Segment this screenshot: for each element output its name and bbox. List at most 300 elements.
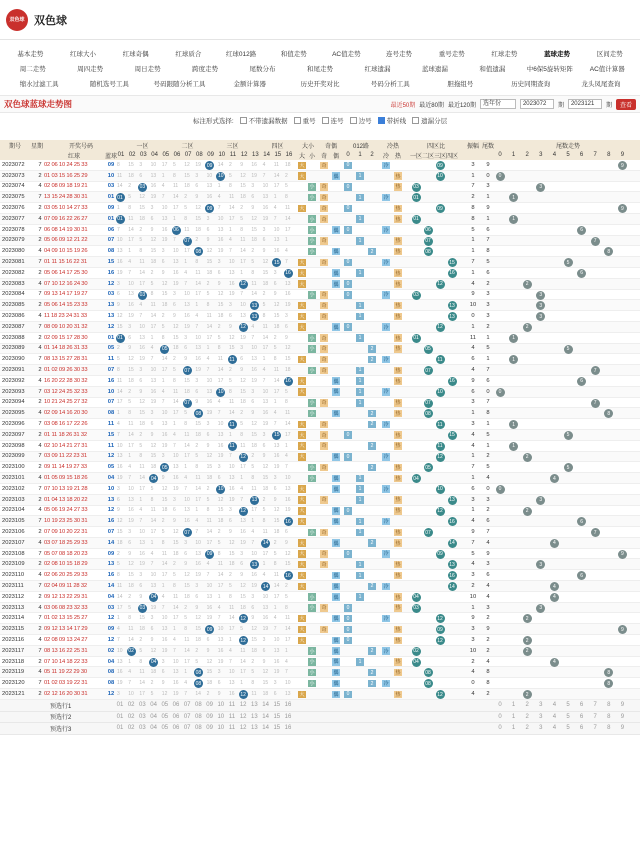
blue-ball-value: 01: [107, 194, 115, 201]
table-row: [0, 182, 640, 193]
parity-tag: 奇: [321, 605, 327, 612]
miss-value: 8: [117, 367, 120, 374]
parity-tag: 偶: [333, 637, 339, 644]
nav-item[interactable]: 和值走势: [280, 51, 307, 58]
preselect-tail[interactable]: 7: [593, 713, 597, 720]
miss-value: 16: [217, 647, 224, 654]
preselect-num[interactable]: 03: [139, 725, 146, 732]
preselect-num[interactable]: 08: [195, 713, 202, 720]
checkbox[interactable]: [240, 117, 247, 124]
red-balls: 05 07 08 18 20 23: [44, 550, 88, 557]
parity-tag: 偶: [333, 486, 339, 493]
mark-option[interactable]: [294, 116, 316, 125]
parity-tag: 奇: [321, 195, 327, 202]
miss-value: 16: [195, 561, 201, 568]
tail-marker: 4: [550, 474, 559, 483]
recent-120-link[interactable]: 最近120期: [447, 102, 476, 109]
nav-item[interactable]: 尾数分布: [249, 66, 276, 73]
red-balls: 08 09 10 20 31 32: [44, 323, 88, 330]
red-balls: 07 09 10 20 22 31: [44, 528, 88, 535]
preselect-num[interactable]: 16: [284, 713, 292, 720]
miss-value: 14: [195, 485, 201, 492]
miss-value: 6: [217, 269, 221, 276]
preselect-num[interactable]: 06: [172, 725, 180, 732]
preselect-tail[interactable]: 3: [539, 702, 543, 709]
preselect-num[interactable]: 13: [251, 725, 258, 732]
nav-item[interactable]: 区间走势: [596, 51, 623, 58]
amplitude: 5: [471, 550, 475, 557]
miss-value: 15: [285, 561, 291, 568]
size-tag: 大: [299, 270, 305, 277]
mod-header: 1: [358, 152, 362, 158]
nav-item[interactable]: 历史同期查询: [511, 81, 551, 88]
weekday: 7: [38, 259, 42, 266]
amplitude: 8: [471, 215, 475, 222]
nav-item[interactable]: 蓝球走势: [544, 51, 571, 58]
preselect-tail[interactable]: 6: [579, 713, 584, 720]
nav-item[interactable]: 和尾走势: [306, 66, 333, 73]
weekday: 4: [38, 669, 42, 676]
preselect-num[interactable]: 11: [228, 725, 236, 732]
miss-value: 17: [184, 248, 190, 255]
year-select[interactable]: 选年份: [480, 99, 516, 109]
miss-value: 4: [150, 345, 154, 352]
miss-value: 1: [229, 431, 232, 438]
blue-ball-value: 08: [107, 410, 115, 417]
heat-tag: 热: [395, 594, 401, 601]
preselect-num[interactable]: 08: [195, 702, 202, 709]
miss-value: 11: [128, 421, 134, 428]
heat-tag: 冷: [383, 162, 389, 169]
preselect-num[interactable]: 12: [239, 702, 247, 709]
to-issue-input[interactable]: 2023121: [568, 99, 602, 109]
miss-value: 10: [240, 302, 246, 309]
miss-value: 12: [195, 205, 201, 212]
preselect-num[interactable]: 14: [262, 713, 269, 720]
preselect-tail[interactable]: 9: [620, 713, 625, 720]
red-balls: 07 09 16 22 26 27: [44, 215, 88, 222]
preselect-num[interactable]: 03: [139, 702, 146, 709]
preselect-num[interactable]: 02: [127, 713, 135, 720]
nav-item[interactable]: 历史开奖对比: [300, 81, 340, 88]
blue-ball-marker: 01: [117, 216, 123, 223]
tail-value: 2: [486, 647, 490, 654]
preselect-row[interactable]: [0, 712, 640, 724]
blue-ball-value: 11: [107, 356, 115, 363]
preselect-num[interactable]: 10: [217, 702, 225, 709]
nav-item[interactable]: 连号走势: [386, 51, 413, 58]
checkbox[interactable]: [378, 117, 385, 124]
miss-value: 16: [173, 269, 179, 276]
miss-value: 10: [195, 539, 201, 546]
preselect-num[interactable]: 01: [116, 702, 124, 709]
preselect-num[interactable]: 06: [172, 702, 180, 709]
preselect-tail[interactable]: 2: [525, 702, 529, 709]
tail-marker: 3: [536, 301, 545, 310]
mark-option-label: 连号: [330, 117, 344, 125]
preselect-num[interactable]: 10: [217, 713, 225, 720]
blue-ball-marker: 07: [184, 400, 190, 407]
weekday: 4: [38, 280, 42, 287]
checkbox[interactable]: [350, 117, 357, 124]
nav-item[interactable]: 基本走势: [17, 51, 44, 58]
parity-tag: 奇: [321, 497, 327, 504]
miss-value: 9: [128, 345, 131, 352]
miss-value: 8: [206, 302, 210, 309]
preselect-num[interactable]: 07: [183, 725, 191, 732]
preselect-tail[interactable]: 8: [607, 702, 611, 709]
nav-item[interactable]: 蓝球遗漏: [421, 66, 448, 73]
preselect-tail[interactable]: 7: [593, 702, 597, 709]
preselect-num[interactable]: 09: [206, 702, 213, 709]
mark-option[interactable]: [412, 116, 447, 125]
tail-marker: 2: [523, 323, 532, 332]
tail-marker: 2: [523, 614, 532, 623]
preselect-tail[interactable]: 5: [566, 713, 570, 720]
miss-value: 6: [139, 582, 143, 589]
zone-marker: 11: [437, 421, 443, 428]
miss-value: 1: [285, 647, 288, 654]
preselect-tail[interactable]: 4: [552, 702, 557, 709]
mark-option[interactable]: [240, 116, 288, 125]
miss-value: 17: [240, 669, 246, 676]
miss-value: 10: [117, 647, 123, 654]
preselect-num[interactable]: 07: [183, 713, 191, 720]
red-balls: 02 09 15 17 28 30: [44, 334, 88, 341]
nav-item[interactable]: 号码分析工具: [370, 81, 410, 88]
preselect-num[interactable]: 14: [262, 702, 269, 709]
miss-value: 1: [173, 215, 176, 222]
miss-value: 1: [128, 248, 131, 255]
preselect-num[interactable]: 07: [183, 702, 191, 709]
zone-header: 二区: [422, 153, 435, 160]
miss-value: 8: [161, 539, 165, 546]
preselect-num[interactable]: 05: [161, 713, 169, 720]
mod-tag: 1: [356, 572, 364, 580]
zone-marker: 09: [437, 162, 443, 169]
checkbox[interactable]: [322, 117, 329, 124]
size-tag: 大: [299, 357, 305, 364]
miss-value: 14: [117, 388, 123, 395]
miss-value: 7: [262, 377, 266, 384]
miss-value: 13: [229, 269, 235, 276]
miss-value: 16: [117, 669, 123, 676]
miss-value: 11: [184, 636, 190, 643]
preselect-num[interactable]: 01: [116, 725, 124, 732]
parity-header: 奇: [320, 153, 327, 160]
nav-item[interactable]: 号码跟随分析工具: [153, 81, 206, 88]
miss-value: 10: [251, 550, 257, 557]
blue-ball-value: 12: [107, 280, 115, 287]
checkbox[interactable]: [294, 117, 301, 124]
preselect-num[interactable]: 12: [239, 725, 247, 732]
nav-item[interactable]: 红球质合: [175, 51, 202, 58]
miss-value: 1: [251, 518, 255, 525]
size-tag: 小: [309, 648, 315, 655]
mark-option[interactable]: [350, 116, 372, 125]
zone-marker: 13: [449, 302, 455, 309]
col-zone2-header: 二区: [181, 143, 194, 150]
preselect-tail[interactable]: 4: [552, 725, 557, 732]
miss-value: 7: [217, 205, 221, 212]
nav-item[interactable]: 和值遗漏: [479, 66, 506, 73]
preselect-num[interactable]: 02: [127, 725, 135, 732]
miss-value: 1: [161, 377, 165, 384]
red-balls: 16 20 22 28 30 32: [44, 377, 88, 384]
miss-value: 14: [173, 399, 179, 406]
preselect-num[interactable]: 08: [195, 725, 202, 732]
miss-value: 12: [150, 647, 157, 654]
tail-value: 2: [486, 636, 490, 643]
preselect-tail[interactable]: 0: [498, 713, 502, 720]
tail-marker: 2: [523, 453, 532, 462]
miss-value: 5: [273, 345, 277, 352]
blue-ball-value: 08: [107, 669, 115, 676]
miss-value: 6: [240, 356, 243, 363]
from-issue-input[interactable]: 2023072: [520, 99, 554, 109]
miss-value: 13: [273, 647, 280, 654]
preselect-num[interactable]: 16: [284, 702, 292, 709]
preselect-row[interactable]: [0, 700, 640, 712]
preselect-tail[interactable]: 0: [498, 702, 502, 709]
size-tag: 大: [299, 421, 305, 428]
miss-value: 16: [128, 507, 134, 514]
miss-value: 7: [150, 561, 154, 568]
nav-item[interactable]: 红球大小: [70, 51, 96, 58]
preselect-num[interactable]: 01: [116, 713, 124, 720]
preselect-tail[interactable]: 8: [607, 713, 611, 720]
preselect-tail[interactable]: 3: [539, 725, 543, 732]
weekday: 2: [38, 496, 42, 503]
miss-value: 4: [285, 248, 288, 255]
checkbox[interactable]: [412, 117, 419, 124]
nav-item[interactable]: 龙头凤尾查询: [581, 81, 621, 88]
size-tag: 小: [309, 367, 315, 374]
nav-item[interactable]: 缩水过滤工具: [19, 81, 59, 88]
preselect-tail[interactable]: 8: [607, 725, 611, 732]
preselect-tail[interactable]: 4: [552, 713, 557, 720]
nav-item[interactable]: 红球奇偶: [122, 51, 149, 58]
preselect-tail[interactable]: 5: [566, 702, 570, 709]
miss-value: 14: [240, 248, 246, 255]
preselect-num[interactable]: 10: [217, 725, 225, 732]
miss-value: 6: [262, 237, 266, 244]
miss-value: 13: [285, 690, 291, 697]
zone-marker: 13: [449, 497, 455, 504]
tail-marker: 5: [564, 345, 573, 354]
nav-item[interactable]: 周二走势: [19, 66, 46, 73]
blue-ball-value: 10: [107, 172, 115, 179]
preselect-num[interactable]: 13: [251, 702, 258, 709]
parity-tag: 偶: [333, 173, 339, 180]
miss-value: 1: [128, 453, 131, 460]
nav-item[interactable]: 周日走势: [134, 66, 161, 73]
preselect-tail[interactable]: 3: [539, 713, 543, 720]
nav-item[interactable]: 周四走势: [77, 66, 104, 73]
preselect-num[interactable]: 04: [150, 725, 157, 732]
blue-ball-marker: 08: [195, 248, 202, 255]
miss-value: 1: [229, 226, 232, 233]
preselect-num[interactable]: 04: [150, 713, 157, 720]
weekday: 7: [38, 680, 42, 687]
miss-value: 2: [285, 582, 288, 589]
preselect-num[interactable]: 09: [206, 713, 213, 720]
miss-value: 18: [285, 367, 291, 374]
nav-item[interactable]: 红球走势: [491, 51, 518, 58]
miss-value: 5: [150, 690, 154, 697]
miss-value: 16: [229, 280, 235, 287]
preselect-row[interactable]: [0, 723, 640, 735]
mod-tag: 0: [344, 507, 352, 515]
preselect-tail[interactable]: 6: [579, 725, 584, 732]
preselect-tail[interactable]: 0: [498, 725, 502, 732]
recent-80-link[interactable]: 最近80期: [419, 102, 444, 109]
miss-value: 17: [139, 280, 145, 287]
tail-header: 9: [620, 152, 625, 158]
preselect-tail[interactable]: 2: [525, 713, 529, 720]
nav-item[interactable]: 跨度走势: [192, 66, 219, 73]
weekday: 2: [38, 399, 42, 406]
preselect-tail[interactable]: 9: [620, 702, 625, 709]
miss-value: 10: [173, 248, 179, 255]
miss-value: 19: [117, 269, 123, 276]
preselect-num[interactable]: 15: [273, 702, 281, 709]
preselect-num[interactable]: 02: [127, 702, 135, 709]
nav-item[interactable]: 中6保5旋转矩阵: [526, 66, 573, 73]
miss-value: 18: [285, 161, 291, 168]
size-tag: 小: [309, 292, 315, 299]
preselect-tail[interactable]: 1: [511, 713, 516, 720]
miss-value: 3: [117, 280, 120, 287]
issue-number: 2023105: [2, 518, 25, 525]
mod-tag: 1: [356, 593, 364, 601]
nav-item[interactable]: 红球遗漏: [364, 66, 391, 73]
issue-number: 2023101: [2, 475, 25, 481]
miss-value: 7: [217, 410, 221, 417]
miss-value: 19: [206, 615, 213, 622]
preselect-num[interactable]: 11: [228, 713, 236, 720]
miss-value: 19: [161, 442, 168, 449]
preselect-num[interactable]: 13: [251, 713, 258, 720]
tail-value: 7: [486, 237, 490, 244]
query-button[interactable]: 查看: [616, 99, 636, 110]
miss-value: 4: [139, 507, 143, 514]
miss-value: 9: [285, 539, 288, 546]
recent-50-link[interactable]: 最近50期: [390, 102, 416, 109]
tail-marker: 1: [509, 334, 518, 343]
preselect-num[interactable]: 16: [284, 725, 292, 732]
size-tag: 小: [309, 411, 315, 418]
parity-tag: 奇: [321, 627, 327, 634]
preselect-tail[interactable]: 2: [525, 725, 529, 732]
amplitude: 4: [471, 561, 475, 568]
tail-value: 2: [486, 280, 490, 287]
preselect-tail[interactable]: 7: [593, 725, 597, 732]
preselect-tail[interactable]: 9: [620, 725, 625, 732]
preselect-tail[interactable]: 1: [511, 725, 516, 732]
preselect-num[interactable]: 15: [273, 713, 281, 720]
parity-tag: 奇: [321, 421, 327, 428]
nav-item[interactable]: 金额计算器: [233, 81, 267, 88]
red-balls: 07 10 12 16 24 30: [44, 280, 88, 287]
nav-item[interactable]: 随机选号工具: [89, 81, 129, 88]
preselect-num[interactable]: 04: [150, 702, 157, 709]
heat-tag: 热: [395, 205, 401, 212]
heat-tag: 热: [395, 184, 401, 191]
miss-value: 14: [206, 528, 213, 535]
miss-value: 3: [139, 161, 143, 168]
miss-value: 7: [173, 237, 176, 244]
preselect-num[interactable]: 03: [139, 713, 146, 720]
nav-item[interactable]: AC值计算器: [589, 66, 625, 73]
zone-marker: 05: [425, 464, 431, 471]
miss-value: 17: [229, 626, 235, 633]
table-row: [0, 506, 640, 517]
preselect-num[interactable]: 09: [206, 725, 213, 732]
preselect-num[interactable]: 05: [161, 702, 169, 709]
mod-tag: 1: [356, 561, 364, 569]
miss-value: 11: [251, 280, 257, 287]
miss-value: 12: [206, 658, 213, 665]
mark-options: [0, 113, 640, 127]
miss-value: 5: [128, 194, 131, 201]
nav-item[interactable]: 重号走势: [438, 51, 465, 58]
preselect-tail[interactable]: 5: [566, 725, 570, 732]
miss-value: 11: [173, 388, 179, 395]
nav-item[interactable]: 红球012路: [225, 51, 257, 58]
miss-value: 6: [128, 334, 131, 341]
num-header: 14: [263, 152, 270, 158]
nav-item[interactable]: 胆拖组号: [447, 81, 474, 88]
miss-value: 10: [128, 485, 134, 492]
issue-number: 2023076: [2, 205, 25, 212]
miss-value: 10: [128, 690, 134, 697]
preselect-num[interactable]: 15: [273, 725, 281, 732]
preselect-num[interactable]: 06: [172, 713, 180, 720]
nav-item[interactable]: AC值走势: [332, 51, 361, 58]
miss-value: 11: [206, 518, 212, 525]
miss-value: 11: [161, 550, 167, 557]
miss-value: 4: [128, 259, 131, 266]
blue-ball-marker: 08: [195, 410, 202, 417]
miss-value: 2: [195, 647, 199, 654]
size-tag: 大: [299, 432, 305, 439]
mod-tag: 2: [368, 680, 376, 688]
tail-header: 6: [579, 152, 584, 158]
issue-number: 2023112: [2, 593, 25, 600]
preselect-num[interactable]: 11: [228, 702, 236, 709]
miss-value: 13: [173, 464, 179, 471]
preselect-num[interactable]: 05: [161, 725, 169, 732]
blue-ball-marker: 05: [162, 464, 168, 471]
miss-value: 5: [229, 172, 232, 179]
miss-value: 5: [161, 323, 165, 330]
miss-value: 6: [229, 313, 232, 320]
mod-tag: 1: [356, 237, 364, 245]
preselect-tail[interactable]: 6: [579, 702, 584, 709]
preselect-tail[interactable]: 1: [511, 702, 516, 709]
mark-option[interactable]: [322, 116, 344, 125]
parity-tag: 奇: [321, 292, 327, 299]
mark-option[interactable]: [378, 116, 407, 125]
miss-value: 16: [217, 442, 224, 449]
miss-value: 17: [273, 593, 280, 600]
preselect-num[interactable]: 14: [262, 725, 269, 732]
col-week-header: 星期: [30, 143, 43, 150]
preselect-num[interactable]: 12: [239, 713, 247, 720]
miss-value: 19: [161, 647, 168, 654]
tail-value: 1: [486, 442, 490, 449]
